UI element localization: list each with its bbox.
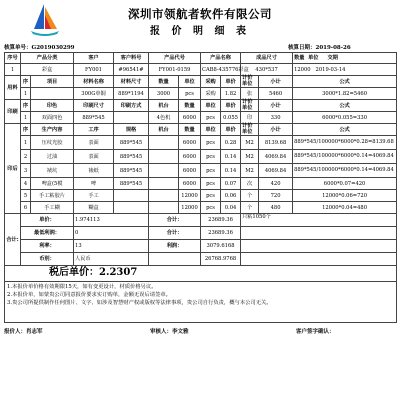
- section-label: 用料: [5, 76, 21, 100]
- cell: 裱纸: [74, 164, 114, 178]
- printing-header-row: [5, 100, 397, 112]
- cell: 2: [21, 150, 31, 164]
- summary-value: 人民币: [74, 253, 149, 266]
- cell: [149, 190, 179, 202]
- col-header: 序: [21, 100, 31, 112]
- cell: 糊盒: [74, 202, 114, 214]
- cell: 0.04: [221, 202, 241, 214]
- cell: 0.06: [221, 190, 241, 202]
- quoter: 报价人：肖志军: [4, 329, 43, 335]
- after-tax-row: [5, 266, 397, 282]
- cell: 1: [21, 112, 31, 124]
- cell: 0.07: [221, 178, 241, 190]
- cell: 889*545: [114, 178, 149, 190]
- cell: 4色机: [149, 112, 179, 124]
- cell: [149, 202, 179, 214]
- document-header: [0, 0, 400, 42]
- product-col-header: 产品名称: [201, 53, 241, 64]
- cell: pcs: [201, 164, 221, 178]
- summary-label: 币别：: [21, 253, 74, 266]
- cell: pcs: [201, 178, 221, 190]
- cell: 0.28: [221, 136, 241, 150]
- cell: 5460: [259, 88, 293, 100]
- col-header: 计价单位: [241, 76, 259, 88]
- cell: 裱坑: [31, 164, 74, 178]
- cell: 430*537: [241, 64, 293, 76]
- section-label: 印后: [5, 124, 21, 214]
- col-header: 采购: [201, 76, 221, 88]
- order-number: 核算单号：G2019030299: [4, 45, 75, 51]
- summary-value: 26768.9768: [201, 253, 241, 266]
- cell: 双面四色: [31, 112, 74, 124]
- cell: pcs: [201, 202, 221, 214]
- document-title: 报 价 明 细 表: [150, 26, 250, 37]
- col-header: 材料尺寸: [114, 76, 149, 88]
- cell: 889*545: [74, 112, 114, 124]
- cell: 300G单铜: [74, 88, 114, 100]
- col-header: 印刷方式: [114, 100, 149, 112]
- summary-label: 最低利润：: [21, 227, 74, 240]
- col-header: 工序: [74, 124, 114, 136]
- col-header: 印刷尺寸: [74, 100, 114, 112]
- cell: 3: [21, 164, 31, 178]
- formula-cell: 889*545/100000*6000*0.14=4069.84: [293, 164, 397, 178]
- summary-label: 利率：: [21, 240, 74, 253]
- cell: 420: [259, 178, 293, 190]
- cell: 6000*0.055=330: [293, 112, 397, 124]
- cell: 1: [5, 64, 21, 76]
- cell: 印: [241, 112, 259, 124]
- cell: [114, 202, 149, 214]
- cell: pcs: [179, 88, 201, 100]
- notes-block: [5, 282, 397, 323]
- product-col-header: 交期: [327, 55, 338, 61]
- table-row: [5, 178, 397, 190]
- col-header: 项目: [31, 76, 74, 88]
- col-header: 单位: [201, 124, 221, 136]
- after-tax-value: 2.2307: [99, 267, 138, 278]
- cell: 330: [259, 112, 293, 124]
- cell: 1.82: [221, 88, 241, 100]
- col-header: 单位: [179, 76, 201, 88]
- cell: 12000: [179, 190, 201, 202]
- col-header: 小计: [259, 100, 293, 112]
- after-tax-label: 税后单价：: [49, 267, 99, 278]
- col-header: 公式: [293, 76, 397, 88]
- cell: 1: [21, 136, 31, 150]
- summary-value: 13: [74, 240, 149, 253]
- cell: 2019-03-14: [315, 66, 346, 73]
- product-row: [5, 64, 397, 76]
- cell: 8139.68: [259, 136, 293, 150]
- cell: 啤盒(5模: [31, 178, 74, 190]
- col-header: 计价单位: [241, 100, 259, 112]
- cell: CAB8-435776彩盒: [201, 64, 241, 76]
- printing-row: [5, 112, 397, 124]
- summary-row: [5, 227, 397, 240]
- product-col-header: 产品分类: [21, 53, 74, 64]
- product-col-header: 成品尺寸: [241, 53, 293, 64]
- cell: 过油: [31, 150, 74, 164]
- col-header: 单价: [221, 76, 241, 88]
- col-header: 数量: [179, 124, 201, 136]
- col-header: 单价: [221, 124, 241, 136]
- col-header: 机台: [149, 124, 179, 136]
- cell: 1: [21, 88, 31, 100]
- cell: pcs: [201, 190, 221, 202]
- empty-cell: [241, 227, 397, 240]
- cell: M2: [241, 150, 259, 164]
- company-name: 深圳市领航者软件有限公司: [128, 7, 272, 21]
- remark: 只粘1050个: [241, 214, 397, 227]
- cell: FY001: [74, 64, 114, 76]
- cell: 889*545: [114, 164, 149, 178]
- formula-cell: 6000*0.07=420: [293, 178, 397, 190]
- cell: 889*1194: [114, 88, 149, 100]
- summary-value: 3079.6168: [201, 240, 241, 253]
- cell: 6000: [179, 112, 201, 124]
- summary-label: [149, 253, 201, 266]
- cell: 4069.84: [259, 150, 293, 164]
- cell: 张: [241, 88, 259, 100]
- cell: 手工糊: [31, 202, 74, 214]
- quote-table: [4, 52, 397, 323]
- table-row: [5, 136, 397, 150]
- formula-cell: 889*545/100000*6000*0.14=4069.84: [293, 150, 397, 164]
- reviewer: 审核人：李文雅: [150, 329, 189, 335]
- col-header: 小计: [259, 124, 293, 136]
- product-col-header: 产品代号: [149, 53, 201, 64]
- cell: 4069.84: [259, 164, 293, 178]
- post-header-row: [5, 124, 397, 136]
- summary-value: 23689.36: [201, 214, 241, 227]
- cell: 720: [259, 190, 293, 202]
- col-header: 单位: [201, 100, 221, 112]
- cell: 3000: [149, 88, 179, 100]
- order-date: 核算日期：2019-08-26: [288, 45, 351, 51]
- section-label: 印刷: [5, 100, 21, 124]
- cell: 0.055: [221, 112, 241, 124]
- cell: [149, 164, 179, 178]
- notes-row: [5, 282, 397, 323]
- cell: 采购: [201, 88, 221, 100]
- summary-label: 合计：: [149, 214, 201, 227]
- cell: 3000*1.82=5460: [293, 88, 397, 100]
- col-header: 序: [21, 124, 31, 136]
- note-spacer: [7, 307, 394, 321]
- cell: pcs: [201, 150, 221, 164]
- summary-row: [5, 214, 397, 227]
- product-col-header: [293, 53, 397, 64]
- product-col-header: 客户: [74, 53, 114, 64]
- cell: 表面: [74, 150, 114, 164]
- col-header: 计价单位: [241, 124, 259, 136]
- note-line: 3.贵公司所提供制作任何图片、文字、如涉及智慧财产权或版权等法律事项，贵公司自行负责，概与本公司无关。: [7, 300, 272, 306]
- col-header: 单价: [221, 100, 241, 112]
- table-row: [5, 202, 397, 214]
- note-line: 1.本报价单价格有效期限15天，如有变更设计，材质价格另议。: [7, 284, 157, 290]
- cell: [31, 88, 74, 100]
- cell: 次: [241, 178, 259, 190]
- summary-value: 1.974113: [74, 214, 149, 227]
- cell: 手工: [74, 190, 114, 202]
- summary-value: 23689.36: [201, 227, 241, 240]
- cell: 6000: [179, 136, 201, 150]
- empty-cell: [241, 240, 397, 253]
- col-header: 数量: [179, 100, 201, 112]
- material-row: [5, 88, 397, 100]
- cell: 0.14: [221, 150, 241, 164]
- cell: 6000: [179, 150, 201, 164]
- cell: 表面: [74, 136, 114, 150]
- cell: pcs: [201, 112, 221, 124]
- summary-label: 单价：: [21, 214, 74, 227]
- cell: [114, 112, 149, 124]
- summary-row: [5, 240, 397, 253]
- product-col-header: 客户料号: [114, 53, 149, 64]
- product-col-header: 单位: [308, 55, 319, 61]
- summary-label: 利润：: [149, 240, 201, 253]
- formula-cell: 12000*0.04=480: [293, 202, 397, 214]
- col-header: 数量: [149, 76, 179, 88]
- customer-signature: 客户签字确认：: [296, 329, 335, 335]
- empty-cell: [241, 253, 397, 266]
- cell: 6000: [179, 178, 201, 190]
- summary-value: 0: [74, 227, 149, 240]
- cell: 12000: [179, 202, 201, 214]
- section-label: 合计:: [5, 214, 21, 266]
- product-col-header: 序号: [5, 53, 21, 64]
- product-header-row: [5, 53, 397, 64]
- cell: 12000: [294, 66, 311, 73]
- cell: 480: [259, 202, 293, 214]
- material-header-row: [5, 76, 397, 88]
- summary-label: 合计：: [149, 227, 201, 240]
- cell: 压纹光胶: [31, 136, 74, 150]
- formula-cell: 889*545/100000*6000*0.28=8139.68: [293, 136, 397, 150]
- col-header: 公式: [293, 124, 397, 136]
- cell: [149, 178, 179, 190]
- cell: 啤: [74, 178, 114, 190]
- table-row: [5, 190, 397, 202]
- cell: M2: [241, 136, 259, 150]
- cell: [114, 190, 149, 202]
- cell: FY001-0159: [149, 64, 201, 76]
- col-header: 印色: [31, 100, 74, 112]
- cell: 手工粘胶片: [31, 190, 74, 202]
- cell: 889*545: [114, 136, 149, 150]
- table-row: [5, 164, 397, 178]
- meta-bar: [0, 42, 400, 52]
- cell: 0.14: [221, 164, 241, 178]
- col-header: 机台: [149, 100, 179, 112]
- col-header: 公式: [293, 100, 397, 112]
- cell: #96541#: [114, 64, 149, 76]
- signature-footer: [0, 323, 400, 335]
- col-header: 序: [21, 76, 31, 88]
- summary-row: [5, 253, 397, 266]
- cell: 彩盒: [21, 64, 74, 76]
- cell: 6000: [179, 164, 201, 178]
- col-header: 小计: [259, 76, 293, 88]
- cell: 5: [21, 190, 31, 202]
- formula-cell: 12000*0.06=720: [293, 190, 397, 202]
- note-line: 2.本报价单，如蒙贵公司同意报价要求实订购单，金额无误后请签章。: [7, 292, 171, 298]
- col-header: 生产内容: [31, 124, 74, 136]
- cell: 个: [241, 190, 259, 202]
- cell: [149, 136, 179, 150]
- cell: [293, 64, 397, 76]
- cell: pcs: [201, 136, 221, 150]
- col-header: 材料名称: [74, 76, 114, 88]
- product-col-header: 数量: [294, 55, 305, 61]
- cell: 4: [21, 178, 31, 190]
- cell: 6: [21, 202, 31, 214]
- cell: 个: [241, 202, 259, 214]
- after-tax-price: [5, 266, 397, 282]
- col-header: 规格: [114, 124, 149, 136]
- cell: [149, 150, 179, 164]
- cell: M2: [241, 164, 259, 178]
- cell: 889*545: [114, 150, 149, 164]
- table-row: [5, 150, 397, 164]
